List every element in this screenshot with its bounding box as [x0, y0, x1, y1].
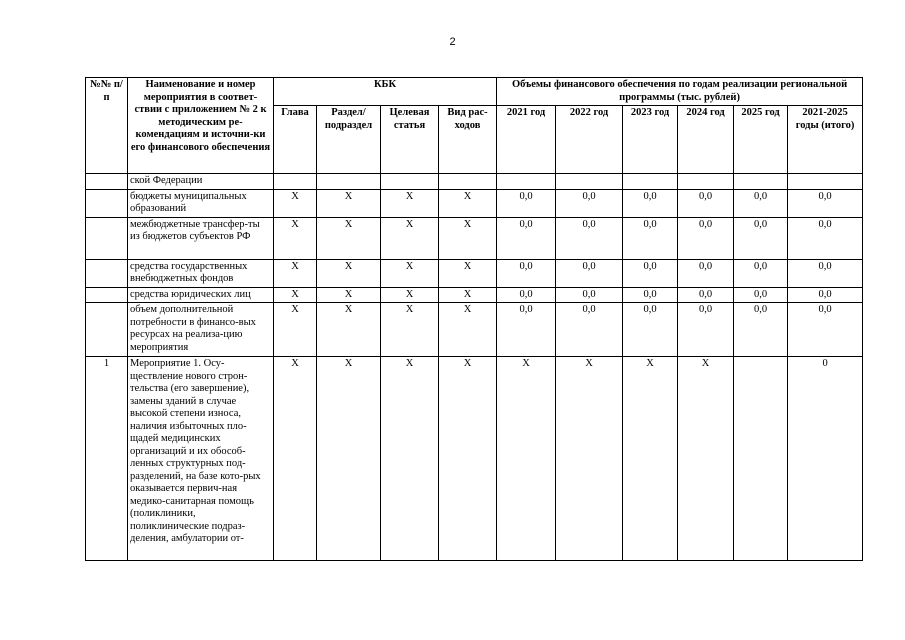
page-number: 2 — [449, 36, 456, 48]
table-cell: X — [317, 303, 381, 357]
table-cell: X — [439, 287, 497, 303]
row-name: Мероприятие 1. Осу-ществление нового строн-тельства (его завершение), замены зданий в случае высокой степени износа, наличия избыточных пло-щадей медицинских организаций и их обособ-ленных структурных под-разделений, на базе кото-рых оказывается первич-ная медико-санитарная помощь (поликлиники, поликлинические подраз-деления, амбулатории от- — [128, 357, 274, 561]
table-cell: X — [317, 189, 381, 217]
table-cell: 0,0 — [734, 189, 788, 217]
table-cell — [678, 174, 734, 190]
table-cell: X — [317, 217, 381, 259]
table-cell: X — [274, 259, 317, 287]
table-cell: 0,0 — [556, 217, 623, 259]
table-cell: X — [623, 357, 678, 561]
table-cell: X — [274, 303, 317, 357]
header-kbk-col: Вид рас-ходов — [439, 106, 497, 174]
row-number — [86, 287, 128, 303]
row-name: средства государственных внебюджетных фондов — [128, 259, 274, 287]
row-name: ской Федерации — [128, 174, 274, 190]
table-cell: 0,0 — [734, 303, 788, 357]
table-cell: 0,0 — [678, 259, 734, 287]
table-cell — [381, 174, 439, 190]
table-row — [86, 357, 863, 561]
row-name: межбюджетные трансфер-ты из бюджетов субъектов РФ — [128, 217, 274, 259]
table-cell: X — [317, 357, 381, 561]
table-cell — [274, 174, 317, 190]
table-cell: X — [439, 217, 497, 259]
table-cell: X — [317, 287, 381, 303]
table-cell: 0,0 — [623, 217, 678, 259]
header-kbk-col: Целевая статья — [381, 106, 439, 174]
table-cell: 0,0 — [623, 287, 678, 303]
row-name: бюджеты муниципальных образований — [128, 189, 274, 217]
table-cell: 0,0 — [788, 259, 863, 287]
table-cell: 0,0 — [497, 259, 556, 287]
table-cell: 0,0 — [556, 189, 623, 217]
table-cell: X — [381, 259, 439, 287]
table-cell: 0,0 — [497, 217, 556, 259]
table-cell: 0,0 — [497, 189, 556, 217]
header-name: Наименование и номер мероприятия в соответ-ствии с приложением № 2 к методическим ре-комендациям и источни-ки его финансового обеспечения — [128, 78, 274, 174]
header-kbk-col: Раздел/ подраздел — [317, 106, 381, 174]
table-cell: X — [317, 259, 381, 287]
table-cell: X — [439, 357, 497, 561]
header-volumes: Объемы финансового обеспечения по годам реализации региональной программы (тыс. рублей) — [497, 78, 863, 106]
table-cell: X — [274, 217, 317, 259]
header-year-col: 2025 год — [734, 106, 788, 174]
row-number — [86, 217, 128, 259]
table-row — [86, 217, 863, 259]
table-cell: X — [439, 303, 497, 357]
row-number — [86, 303, 128, 357]
table-cell: 0,0 — [678, 303, 734, 357]
row-number — [86, 174, 128, 190]
table-cell — [439, 174, 497, 190]
table-cell: 0,0 — [788, 217, 863, 259]
table-cell: X — [678, 357, 734, 561]
table-cell: X — [274, 357, 317, 561]
funding-table — [85, 77, 863, 561]
table-cell — [497, 174, 556, 190]
table-cell: X — [381, 189, 439, 217]
table-cell: 0,0 — [734, 259, 788, 287]
table-cell: 0,0 — [623, 189, 678, 217]
header-year-col: 2024 год — [678, 106, 734, 174]
header-kbk: КБК — [274, 78, 497, 106]
table-cell — [317, 174, 381, 190]
table-cell: X — [274, 287, 317, 303]
table-cell: 0,0 — [734, 287, 788, 303]
table-cell — [734, 174, 788, 190]
header-num: №№ п/п — [86, 78, 128, 174]
row-number — [86, 189, 128, 217]
row-number — [86, 259, 128, 287]
table-cell: 0,0 — [678, 217, 734, 259]
table-cell: X — [381, 287, 439, 303]
row-number: 1 — [86, 357, 128, 561]
row-name: объем дополнительной потребности в финансо-вых ресурсах на реализа-цию мероприятия — [128, 303, 274, 357]
table-cell — [734, 357, 788, 561]
table-row — [86, 189, 863, 217]
table-cell: X — [381, 217, 439, 259]
table-cell: 0,0 — [788, 287, 863, 303]
table-cell: X — [556, 357, 623, 561]
header-year-col: 2021-2025 годы (итого) — [788, 106, 863, 174]
table-cell: X — [274, 189, 317, 217]
table-cell: 0,0 — [497, 303, 556, 357]
table-row — [86, 303, 863, 357]
table-cell: 0 — [788, 357, 863, 561]
table-row — [86, 259, 863, 287]
table-cell: X — [381, 303, 439, 357]
header-year-col: 2022 год — [556, 106, 623, 174]
table-cell — [788, 174, 863, 190]
header-kbk-col: Глава — [274, 106, 317, 174]
table-cell: 0,0 — [678, 287, 734, 303]
table-cell: 0,0 — [497, 287, 556, 303]
table-cell: 0,0 — [734, 217, 788, 259]
header-year-col: 2023 год — [623, 106, 678, 174]
table-cell: X — [439, 259, 497, 287]
table-cell: X — [497, 357, 556, 561]
table-cell: 0,0 — [678, 189, 734, 217]
table-cell: X — [439, 189, 497, 217]
row-name: средства юридических лиц — [128, 287, 274, 303]
table-cell: 0,0 — [623, 303, 678, 357]
table-cell — [623, 174, 678, 190]
header-year-col: 2021 год — [497, 106, 556, 174]
table-cell: 0,0 — [556, 259, 623, 287]
table-cell: 0,0 — [556, 287, 623, 303]
table-cell: 0,0 — [556, 303, 623, 357]
table-row — [86, 174, 863, 190]
table-cell: 0,0 — [623, 259, 678, 287]
table-cell: X — [381, 357, 439, 561]
table-row — [86, 287, 863, 303]
table-cell: 0,0 — [788, 303, 863, 357]
table-cell — [556, 174, 623, 190]
table-cell: 0,0 — [788, 189, 863, 217]
